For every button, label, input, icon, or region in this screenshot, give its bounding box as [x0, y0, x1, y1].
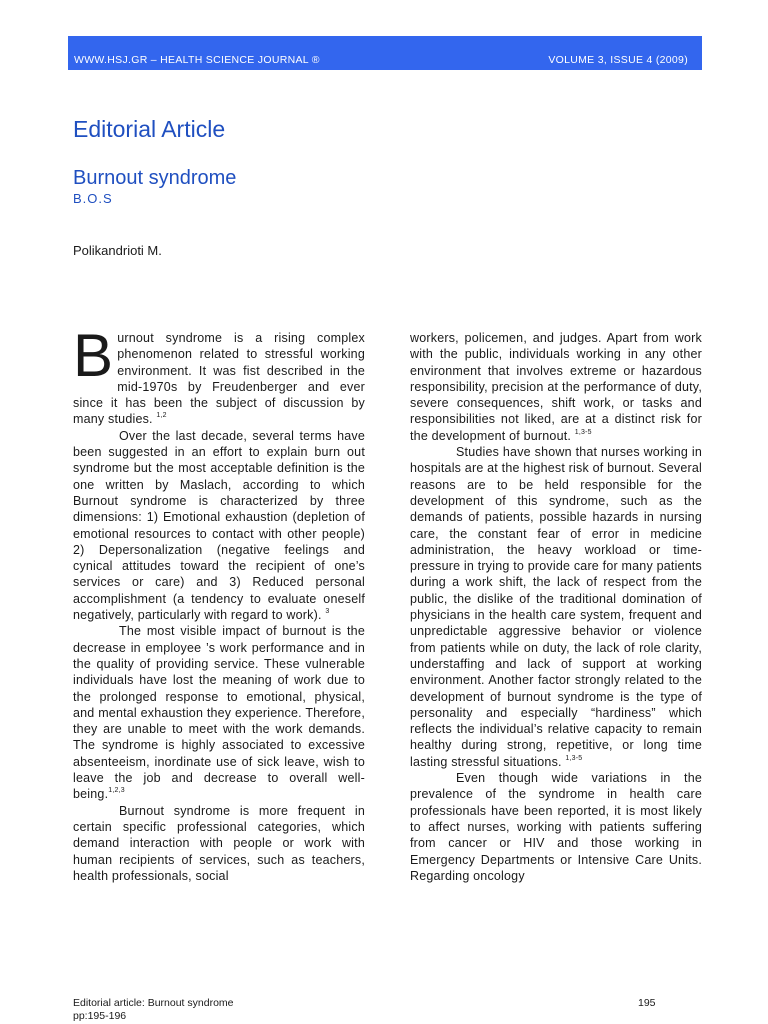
article-title: Burnout syndrome [73, 167, 237, 189]
citation-ref: 3 [325, 608, 330, 616]
citation-ref: 1,3-5 [574, 428, 592, 436]
paragraph [410, 770, 702, 884]
paragraph [410, 444, 702, 770]
journal-volume: VOLUME 3, ISSUE 4 (2009) [548, 54, 688, 66]
article-subtitle: B.O.S [73, 191, 113, 206]
paragraph [73, 623, 365, 802]
footer-pages: pp:195-196 [73, 1010, 127, 1022]
page-number: 195 [638, 997, 656, 1009]
paragraph-text: Even though wide variations in the prevalence of the syndrome in health care professionals have been reported, it is most likely to affect nurses, working with patients suffering from cancer or HIV and those working in Emergency Departments or Intensive Care Units. Regarding oncology [410, 771, 702, 883]
author-name: Polikandrioti M. [73, 243, 162, 258]
paragraph-text: Burnout syndrome is more frequent in certain specific professional categories, which demand interaction with people or work with human recipients of services, such as teachers, health professionals, social [73, 803, 365, 883]
body-column-right [410, 330, 702, 884]
body-column-left [73, 322, 365, 884]
journal-header-bar [68, 36, 702, 70]
paragraph [73, 428, 365, 624]
paragraph-text: Studies have shown that nurses working in hospitals are at the highest risk of burnout. Several reasons are to be held responsible for the development of this syndrome, such as the demands of patients, possible hazards in nursing care, the constant fear of error in medicine administration, the heavy workload or time-pressure in trying to provide care for many patients during a work shift, the lack of respect from the public, the dislike of the traditional domination of physicians in the health care system, frequent and unpredictable aggressive behavior or violence from patients while on duty, the lack of role clarity, understaffing and lack of support at working environment. Another factor strongly related to the development of burnout syndrome is the type of personality and especially “hardiness” which reflects the individual’s relative capacity to remain healthy during strong, repetitive, or long time lasting stressful situations. [410, 445, 703, 769]
citation-ref: 1,3-5 [565, 754, 583, 762]
article-type-heading: Editorial Article [73, 116, 226, 142]
footer-article-label: Editorial article: Burnout syndrome [73, 997, 234, 1009]
drop-cap: B [73, 322, 114, 389]
paragraph-text: workers, policemen, and judges. Apart from work with the public, individuals working in any other environment that involves extreme or hazardous responsibility, precision at the performance of duty, severe consequences, shift work, or tasks and responsibilities not liked, are at a distinct risk for the development of burnout. [410, 331, 702, 443]
paragraph [73, 322, 365, 428]
paragraph-text: The most visible impact of burnout is the decrease in employee ’s work performance and in the quality of providing service. These vulnerable individuals have lost the meaning of work due to the prolonged response to emotional, physical, and mental exhaustion they experience. Therefore, they are unable to meet with the work demands. The syndrome is highly associated to excessive absenteeism, inordinate use of sick leave, wish to leave the job and decrease to overall well-being. [73, 624, 365, 802]
journal-name: WWW.HSJ.GR – HEALTH SCIENCE JOURNAL ® [74, 54, 320, 66]
citation-ref: 1,2 [156, 412, 167, 420]
paragraph-text: Over the last decade, several terms have been suggested in an effort to explain burn out syndrome but the most acceptable definition is the one written by Maslach, according to which Burnout syndrome is characterized by three dimensions: 1) Emotional exhaustion (depletion of emotional resources to contact with other people) 2) Depersonalization (negative feelings and cynical attitudes toward the recipient of one’s services or care) and 3) Reduced personal accomplishment (a tendency to evaluate oneself negatively, particularly with regard to work). [73, 428, 365, 623]
paragraph [410, 330, 702, 444]
footer-citation [73, 997, 234, 1023]
paragraph-text: urnout syndrome is a rising complex phenomenon related to stressful working environment. It was fist described in the mid-1970s by Freudenberger and ever since it has been the subject of discussion by many studies. [73, 331, 365, 427]
citation-ref: 1,2,3 [108, 787, 125, 795]
paragraph [73, 803, 365, 884]
